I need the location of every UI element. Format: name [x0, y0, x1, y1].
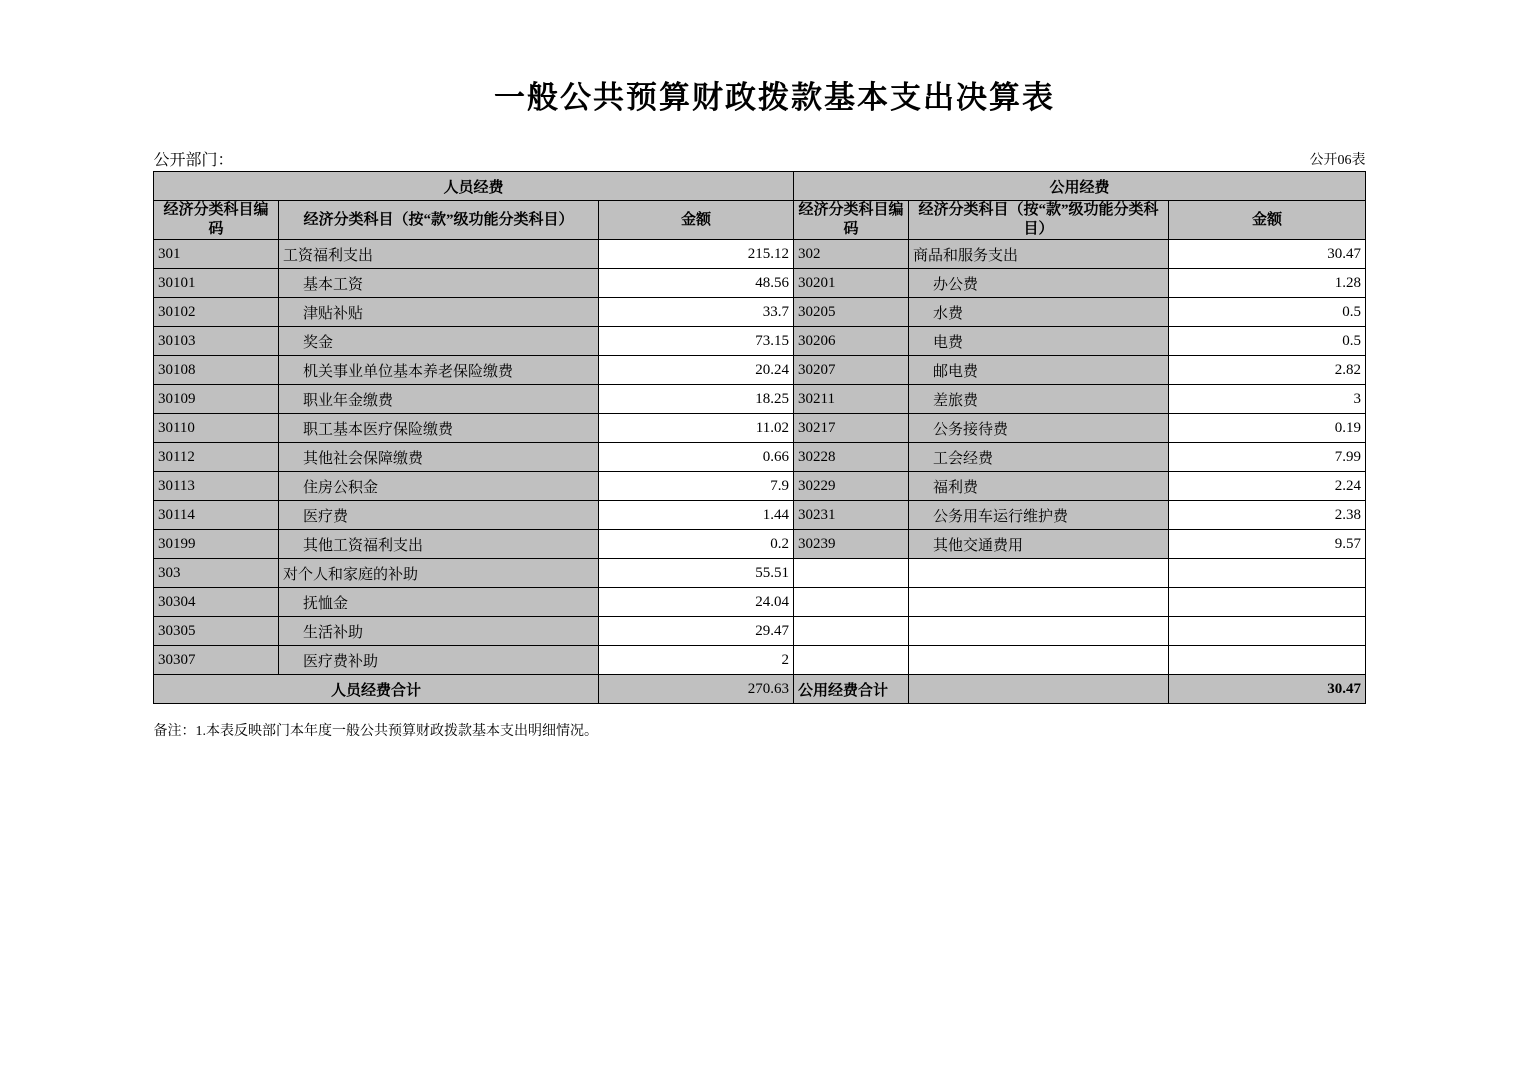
- cell-code-public: 30201: [794, 269, 909, 298]
- cell-name-public: 其他交通费用: [909, 530, 1169, 559]
- header-column-row: [153, 201, 1365, 240]
- cell-name-personnel: 工资福利支出: [278, 240, 598, 269]
- cell-name-public: [909, 646, 1169, 675]
- cell-code-personnel: 303: [153, 559, 278, 588]
- cell-name-personnel: 职业年金缴费: [278, 385, 598, 414]
- cell-code-public: 30231: [794, 501, 909, 530]
- cell-amount-public: 2.24: [1169, 472, 1366, 501]
- cell-amount-public: [1169, 646, 1366, 675]
- cell-code-public: 30205: [794, 298, 909, 327]
- public-total-blank: [909, 675, 1169, 704]
- cell-amount-personnel: 1.44: [598, 501, 793, 530]
- cell-code-personnel: 30108: [153, 356, 278, 385]
- cell-code-public: 30229: [794, 472, 909, 501]
- cell-amount-personnel: 7.9: [598, 472, 793, 501]
- cell-name-personnel: 医疗费补助: [278, 646, 598, 675]
- table-number: 公开06表: [1309, 153, 1366, 168]
- cell-name-public: 公务接待费: [909, 414, 1169, 443]
- header-group-public: 公用经费: [794, 172, 1366, 201]
- cell-code-public: 30211: [794, 385, 909, 414]
- header-name-1: 经济分类科目（按“款”级功能分类科目）: [278, 201, 598, 240]
- table-row: [153, 559, 1365, 588]
- cell-code-public: 30206: [794, 327, 909, 356]
- cell-name-public: 福利费: [909, 472, 1169, 501]
- cell-name-public: 电费: [909, 327, 1169, 356]
- cell-name-personnel: 抚恤金: [278, 588, 598, 617]
- cell-amount-public: 9.57: [1169, 530, 1366, 559]
- cell-code-personnel: 30103: [153, 327, 278, 356]
- cell-amount-personnel: 55.51: [598, 559, 793, 588]
- table-row: [153, 588, 1365, 617]
- cell-code-personnel: 30112: [153, 443, 278, 472]
- cell-amount-personnel: 0.66: [598, 443, 793, 472]
- cell-amount-public: 1.28: [1169, 269, 1366, 298]
- cell-amount-personnel: 215.12: [598, 240, 793, 269]
- cell-code-public: [794, 646, 909, 675]
- cell-code-personnel: 30305: [153, 617, 278, 646]
- cell-amount-public: 0.5: [1169, 327, 1366, 356]
- table-row: [153, 646, 1365, 675]
- cell-name-public: 工会经费: [909, 443, 1169, 472]
- personnel-total-amount: 270.63: [598, 675, 793, 704]
- cell-amount-personnel: 18.25: [598, 385, 793, 414]
- cell-code-personnel: 301: [153, 240, 278, 269]
- cell-name-public: 公务用车运行维护费: [909, 501, 1169, 530]
- table-row: [153, 327, 1365, 356]
- cell-code-personnel: 30304: [153, 588, 278, 617]
- cell-name-personnel: 机关事业单位基本养老保险缴费: [278, 356, 598, 385]
- table-header: [153, 172, 1365, 240]
- cell-code-public: 302: [794, 240, 909, 269]
- table-note: 备注：1.本表反映部门本年度一般公共预算财政拨款基本支出明细情况。: [153, 724, 598, 739]
- cell-amount-personnel: 48.56: [598, 269, 793, 298]
- table-body: [153, 240, 1365, 675]
- cell-amount-public: 3: [1169, 385, 1366, 414]
- cell-amount-public: 30.47: [1169, 240, 1366, 269]
- table-row: [153, 385, 1365, 414]
- cell-name-personnel: 医疗费: [278, 501, 598, 530]
- cell-code-personnel: 30109: [153, 385, 278, 414]
- cell-code-personnel: 30110: [153, 414, 278, 443]
- cell-name-personnel: 津贴补贴: [278, 298, 598, 327]
- cell-name-public: [909, 559, 1169, 588]
- cell-code-public: 30207: [794, 356, 909, 385]
- table-row: [153, 617, 1365, 646]
- header-code-2: 经济分类科目编码: [794, 201, 909, 240]
- header-amount-1: 金额: [598, 201, 793, 240]
- cell-name-personnel: 职工基本医疗保险缴费: [278, 414, 598, 443]
- cell-name-public: 办公费: [909, 269, 1169, 298]
- totals-row: [153, 675, 1365, 704]
- cell-name-public: [909, 617, 1169, 646]
- cell-code-public: 30217: [794, 414, 909, 443]
- cell-code-personnel: 30102: [153, 298, 278, 327]
- header-group-personnel: 人员经费: [153, 172, 793, 201]
- cell-amount-public: 0.5: [1169, 298, 1366, 327]
- cell-name-personnel: 住房公积金: [278, 472, 598, 501]
- cell-amount-public: 0.19: [1169, 414, 1366, 443]
- cell-name-personnel: 对个人和家庭的补助: [278, 559, 598, 588]
- page-title: 一般公共预算财政拨款基本支出决算表: [494, 80, 1055, 115]
- cell-amount-public: [1169, 617, 1366, 646]
- table-row: [153, 414, 1365, 443]
- public-total-amount: 30.47: [1169, 675, 1366, 704]
- cell-name-personnel: 其他社会保障缴费: [278, 443, 598, 472]
- department-label: 公开部门：: [153, 152, 234, 169]
- cell-amount-public: [1169, 559, 1366, 588]
- cell-code-personnel: 30307: [153, 646, 278, 675]
- table-row: [153, 472, 1365, 501]
- cell-code-public: 30228: [794, 443, 909, 472]
- cell-name-personnel: 基本工资: [278, 269, 598, 298]
- budget-table: [153, 171, 1366, 704]
- table-row: [153, 356, 1365, 385]
- cell-name-public: 差旅费: [909, 385, 1169, 414]
- cell-code-personnel: 30199: [153, 530, 278, 559]
- cell-code-personnel: 30113: [153, 472, 278, 501]
- table-row: [153, 298, 1365, 327]
- meta-row: [154, 147, 1366, 169]
- cell-amount-public: [1169, 588, 1366, 617]
- public-total-label: 公用经费合计: [794, 675, 909, 704]
- personnel-total-label: 人员经费合计: [153, 675, 598, 704]
- cell-amount-public: 2.82: [1169, 356, 1366, 385]
- cell-name-personnel: 奖金: [278, 327, 598, 356]
- cell-amount-personnel: 29.47: [598, 617, 793, 646]
- cell-code-public: [794, 617, 909, 646]
- cell-name-public: 邮电费: [909, 356, 1169, 385]
- cell-code-personnel: 30101: [153, 269, 278, 298]
- cell-name-public: 商品和服务支出: [909, 240, 1169, 269]
- cell-amount-public: 7.99: [1169, 443, 1366, 472]
- header-group-row: [153, 172, 1365, 201]
- cell-name-public: [909, 588, 1169, 617]
- cell-amount-personnel: 20.24: [598, 356, 793, 385]
- table-row: [153, 443, 1365, 472]
- cell-amount-personnel: 2: [598, 646, 793, 675]
- header-amount-2: 金额: [1169, 201, 1366, 240]
- cell-code-public: [794, 559, 909, 588]
- table-row: [153, 269, 1365, 298]
- cell-name-personnel: 其他工资福利支出: [278, 530, 598, 559]
- cell-amount-personnel: 0.2: [598, 530, 793, 559]
- cell-amount-personnel: 73.15: [598, 327, 793, 356]
- header-code-1: 经济分类科目编码: [153, 201, 278, 240]
- cell-amount-personnel: 33.7: [598, 298, 793, 327]
- cell-code-public: [794, 588, 909, 617]
- cell-name-public: 水费: [909, 298, 1169, 327]
- table-row: [153, 501, 1365, 530]
- cell-amount-public: 2.38: [1169, 501, 1366, 530]
- cell-code-personnel: 30114: [153, 501, 278, 530]
- table-footer: [153, 675, 1365, 704]
- cell-amount-personnel: 11.02: [598, 414, 793, 443]
- table-row: [153, 530, 1365, 559]
- cell-amount-personnel: 24.04: [598, 588, 793, 617]
- cell-code-public: 30239: [794, 530, 909, 559]
- table-row: [153, 240, 1365, 269]
- cell-name-personnel: 生活补助: [278, 617, 598, 646]
- header-name-2: 经济分类科目（按“款”级功能分类科目）: [909, 201, 1169, 240]
